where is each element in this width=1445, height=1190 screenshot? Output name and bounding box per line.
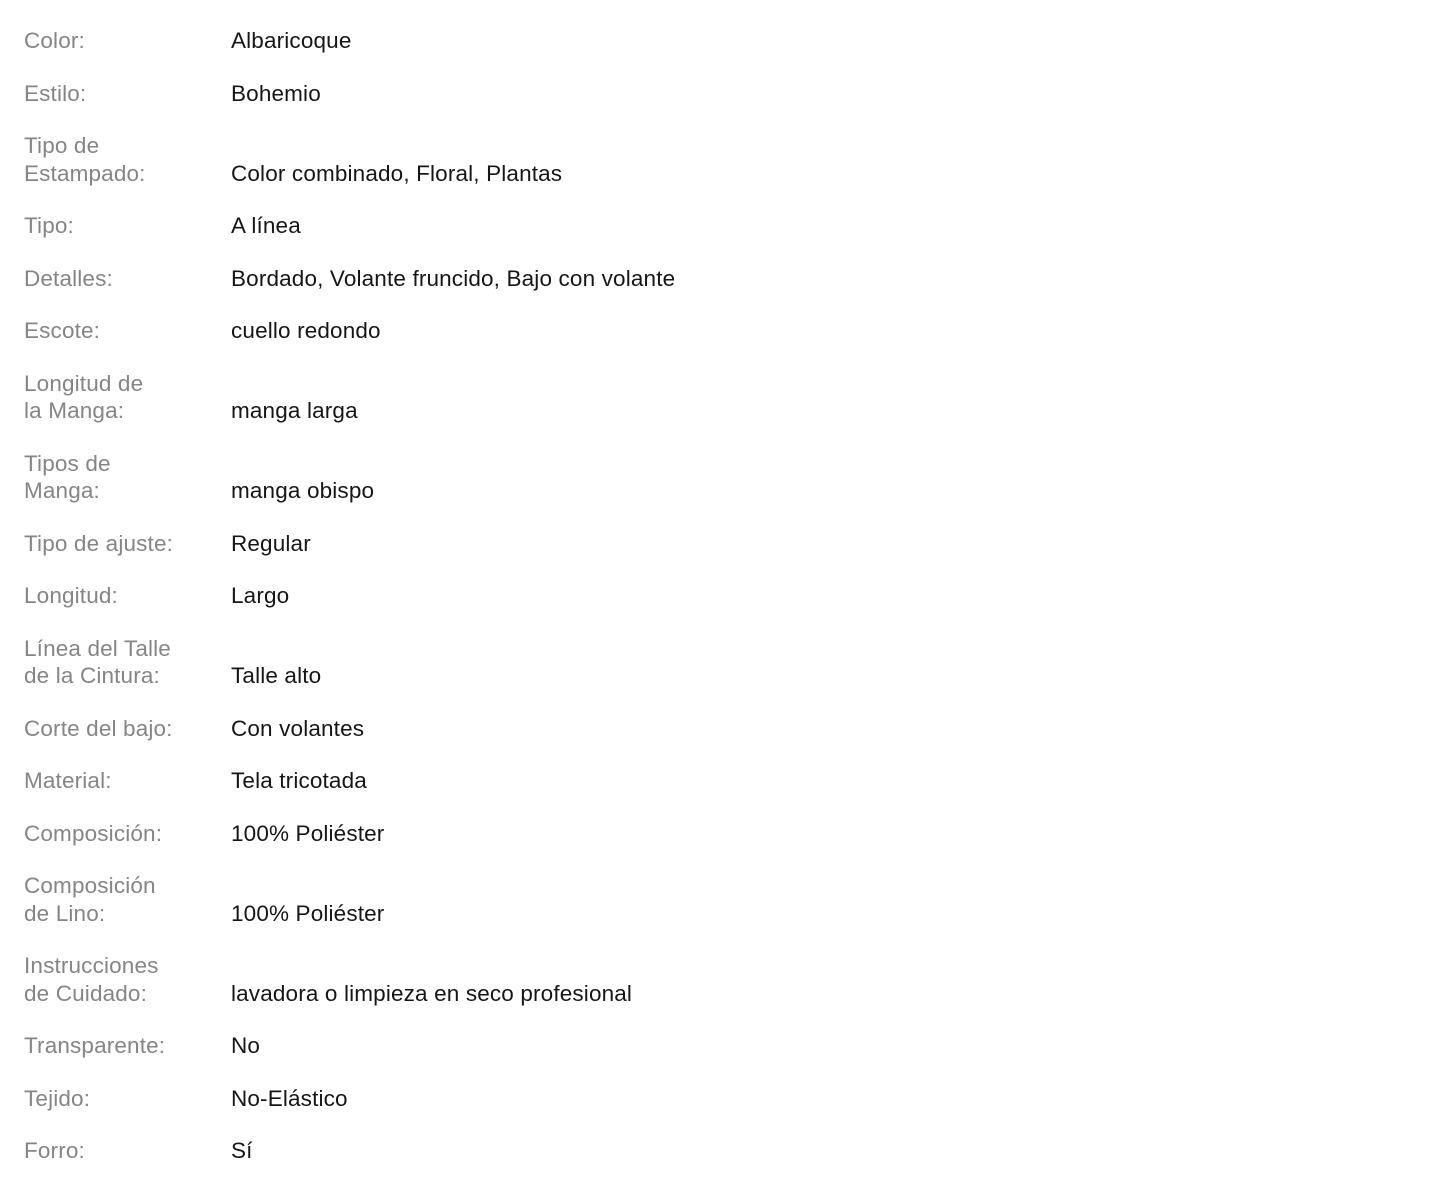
spec-label: Color: bbox=[24, 28, 85, 53]
spec-row-details bbox=[24, 265, 1404, 293]
spec-value: Color combinado, Floral, Plantas bbox=[231, 160, 563, 186]
spec-label: Estilo: bbox=[24, 80, 87, 106]
spec-row-sleeve-type bbox=[24, 450, 1404, 505]
spec-label: Tejido: bbox=[24, 1085, 91, 1111]
spec-value: manga larga bbox=[231, 398, 358, 423]
spec-value: Bordado, Volante fruncido, Bajo con volante bbox=[231, 265, 676, 291]
spec-value: A línea bbox=[231, 213, 301, 238]
spec-row-print-type bbox=[24, 132, 1404, 187]
spec-label: Longitud de la Manga: bbox=[24, 370, 144, 423]
spec-row-type bbox=[24, 212, 1404, 240]
spec-value: Regular bbox=[231, 530, 311, 556]
spec-label: Transparente: bbox=[24, 1033, 166, 1058]
spec-value: No bbox=[231, 1033, 261, 1058]
spec-label: Detalles: bbox=[24, 265, 113, 291]
spec-label: Instrucciones de Cuidado: bbox=[24, 953, 159, 1006]
spec-row-sleeve-length bbox=[24, 370, 1404, 425]
spec-label: Material: bbox=[24, 768, 112, 793]
spec-value: No-Elástico bbox=[231, 1085, 348, 1111]
spec-value: Tela tricotada bbox=[231, 768, 367, 793]
spec-row-style bbox=[24, 80, 1404, 108]
spec-value: Talle alto bbox=[231, 663, 322, 688]
spec-value: cuello redondo bbox=[231, 318, 381, 343]
spec-label: Corte del bajo: bbox=[24, 715, 173, 741]
spec-value: 100% Poliéster bbox=[231, 820, 385, 846]
spec-row-color bbox=[24, 27, 1404, 55]
spec-value: 100% Poliéster bbox=[231, 900, 385, 926]
spec-label: Línea del Talle de la Cintura: bbox=[24, 635, 171, 688]
spec-value: manga obispo bbox=[231, 478, 375, 503]
spec-value: Con volantes bbox=[231, 715, 365, 741]
spec-label: Tipo de ajuste: bbox=[24, 530, 174, 556]
spec-row-care-instructions bbox=[24, 952, 1404, 1007]
spec-label: Escote: bbox=[24, 318, 101, 343]
spec-row-composition bbox=[24, 820, 1404, 848]
spec-label: Composición: bbox=[24, 820, 163, 846]
spec-value: lavadora o limpieza en seco profesional bbox=[231, 980, 633, 1006]
spec-row-fit-type bbox=[24, 530, 1404, 558]
spec-row-material bbox=[24, 767, 1404, 795]
spec-value: Largo bbox=[231, 583, 290, 608]
spec-label: Tipo: bbox=[24, 213, 74, 238]
spec-row-fabric bbox=[24, 1085, 1404, 1113]
spec-row-lining bbox=[24, 1137, 1404, 1165]
spec-label: Longitud: bbox=[24, 583, 118, 608]
spec-row-transparent bbox=[24, 1032, 1404, 1060]
spec-row-hem-cut bbox=[24, 715, 1404, 743]
spec-label: Forro: bbox=[24, 1138, 85, 1163]
spec-label: Tipo de Estampado: bbox=[24, 133, 146, 186]
spec-row-lining-composition bbox=[24, 872, 1404, 927]
spec-value: Sí bbox=[231, 1138, 253, 1163]
spec-value: Albaricoque bbox=[231, 28, 352, 53]
product-spec-list bbox=[24, 27, 1404, 1190]
spec-row-length bbox=[24, 582, 1404, 610]
spec-label: Tipos de Manga: bbox=[24, 450, 111, 503]
spec-label: Composición de Lino: bbox=[24, 873, 156, 926]
spec-value: Bohemio bbox=[231, 80, 321, 106]
spec-row-neckline bbox=[24, 317, 1404, 345]
spec-row-waistline bbox=[24, 635, 1404, 690]
